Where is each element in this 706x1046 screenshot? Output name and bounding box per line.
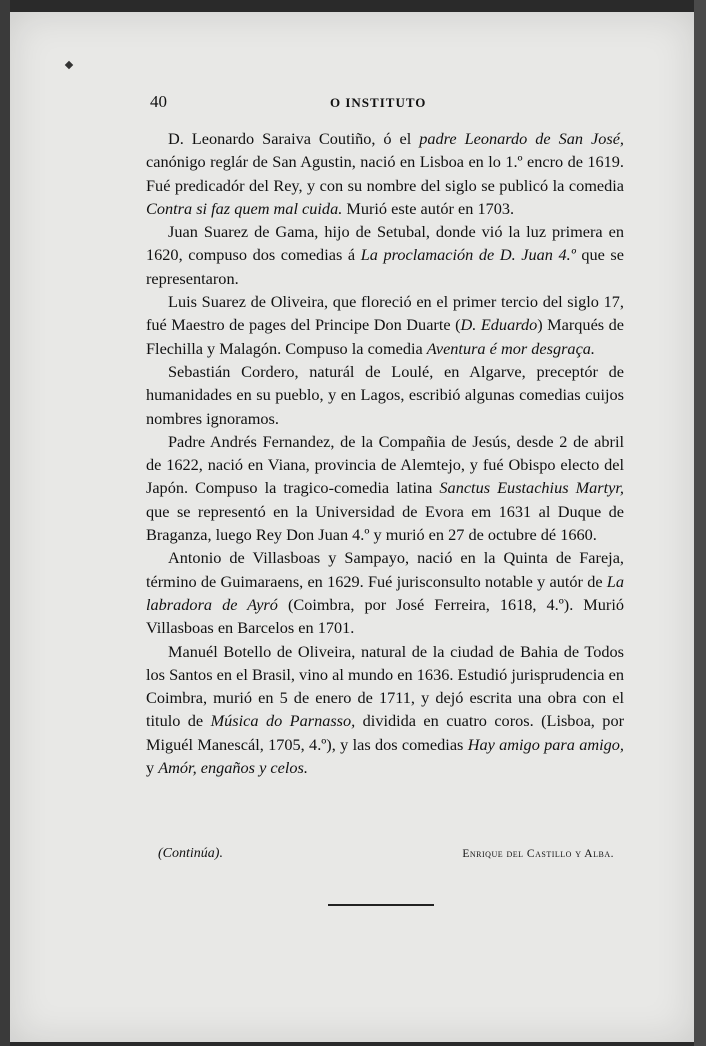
paragraph-cordero: Sebastián Cordero, naturál de Loulé, en Algarve, preceptór de humanidades en su pueblo, y en Lagos, escribió algunas comedias cuijos nombres ignoramos. (146, 361, 624, 428)
paragraph-fernandez: Padre Andrés Fernandez, de la Compañia de Jesús, desde 2 de abril de 1622, nació en Viana, provincia de Alemtejo, y fué Obispo electo del Japón. Compuso la tragico-comedia latina Sanctus Eustachius Martyr, que se representó en la Universidad de Evora em 1631 al Duque de Braganza, luego Rey Don Juan 4.º y murió en 27 de octubre dé 1660. (146, 431, 624, 545)
end-rule (328, 904, 434, 906)
author-signature: Enrique del Castillo y Alba. (462, 848, 614, 860)
book-gutter (0, 0, 10, 1046)
paragraph-oliveira: Luis Suarez de Oliveira, que floreció en el primer tercio del siglo 17, fué Maestro de pages del Principe Don Duarte (D. Eduardo) Marqués de Flechilla y Malagón. Compuso la comedia Aventura é mor desgraça. (146, 292, 624, 358)
body-text (146, 127, 624, 779)
continua-note: (Continúa). (158, 846, 223, 861)
paragraph-villasboas: Antonio de Villasboas y Sampayo, nació en la Quinta de Fareja, término de Guimaraens, en 1629. Fué jurisconsulto notable y autór de La labradora de Ayró (Coimbra, por José Ferreira, 1618, 4.º). Murió Villasboas en Barcelos en 1701. (146, 548, 624, 638)
paragraph-saraiva: D. Leonardo Saraiva Coutiño, ó el padre Leonardo de San José, canónigo reglár de San Agustin, nació en Lisboa en lo 1.º encro de 1619. Fué predicadór del Rey, y con su nombre del siglo se publicó la comedia Contra si faz quem mal cuida. Murió este autór en 1703. (146, 129, 624, 218)
page-edge (694, 0, 706, 1046)
page-footer (158, 846, 624, 864)
paragraph-botello: Manuél Botello de Oliveira, natural de la ciudad de Bahia de Todos los Santos en el Brasil, vino al mundo en 1636. Estudió jurisprudencia en Coimbra, murió en 5 de enero de 1711, y dejó escrita una obra con el titulo de Música do Parnasso, dividida en cuatro coros. (Lisboa, por Miguél Manescál, 1705, 4.º), y las dos comedias Hay amigo para amigo, y Amór, engaños y celos. (146, 641, 625, 778)
paragraph-gama: Juan Suarez de Gama, hijo de Setubal, donde vió la luz primera en 1620, compuso dos comedias á La proclamación de D. Juan 4.º que se representaron. (146, 222, 624, 288)
page-number: 40 (150, 92, 167, 111)
page-header (150, 92, 624, 112)
running-title: O INSTITUTO (330, 95, 427, 110)
